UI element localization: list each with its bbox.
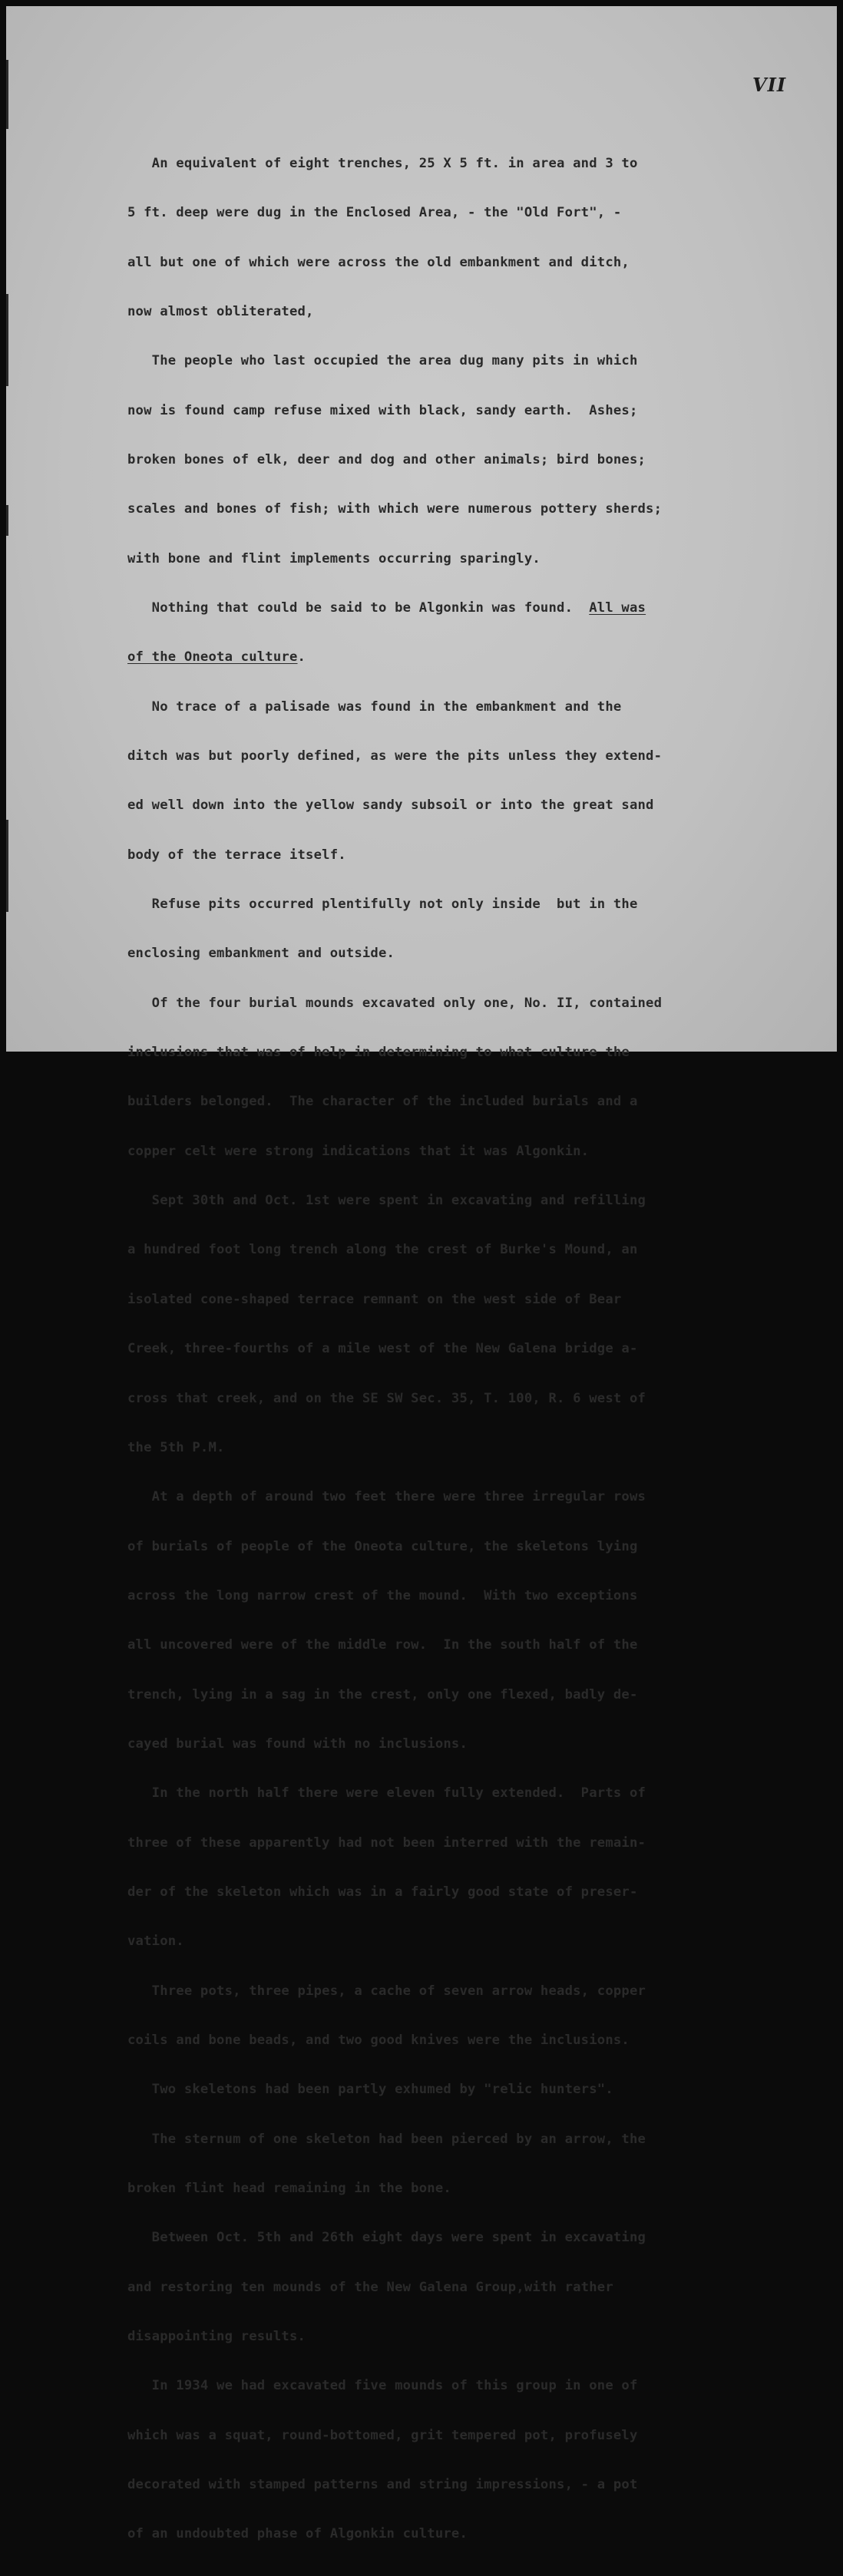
text-line: now is found camp refuse mixed with black, sandy earth. Ashes;	[127, 402, 638, 418]
text-line: broken flint head remaining in the bone.	[127, 2181, 451, 2196]
text-line: all but one of which were across the old embankment and ditch,	[127, 254, 630, 270]
text-line: Creek, three-fourths of a mile west of the New Galena bridge a-	[127, 1341, 638, 1357]
binding-edge-mark	[6, 820, 8, 912]
page-number: VII	[752, 74, 787, 96]
text-line: Of the four burial mounds excavated only one, No. II, contained	[127, 995, 663, 1011]
text-line: Sept 30th and Oct. 1st were spent in excavating and refilling	[127, 1193, 646, 1209]
text-line: body of the terrace itself.	[127, 847, 346, 863]
text-line: cross that creek, and on the SE SW Sec. 35, T. 100, R. 6 west of	[127, 1390, 646, 1406]
text-line: Three pots, three pipes, a cache of seven arrow heads, copper	[127, 1983, 646, 1999]
text-line: ed well down into the yellow sandy subsoil or into the great sand	[127, 798, 654, 814]
typed-body-text	[127, 123, 803, 2576]
text-line: In the north half there were eleven fully extended. Parts of	[127, 1785, 646, 1802]
typed-document-page	[6, 6, 837, 2542]
text-line: The people who last occupied the area dug many pits in which	[127, 353, 638, 369]
text-line: which was a squat, round-bottomed, grit tempered pot, profusely	[127, 2427, 638, 2443]
text-line: enclosing embankment and outside.	[127, 946, 395, 962]
text-line: a hundred foot long trench along the crest of Burke's Mound, an	[127, 1242, 638, 1258]
text-line: Between Oct. 5th and 26th eight days were spent in excavating	[127, 2230, 646, 2246]
text-line	[127, 600, 803, 616]
text-line: An equivalent of eight trenches, 25 X 5 ft. in area and 3 to	[127, 155, 638, 171]
text-line: Two skeletons had been partly exhumed by "relic hunters".	[127, 2082, 613, 2098]
text-line: inclusions that was of help in determining to what culture the	[127, 1045, 630, 1061]
text-line: across the long narrow crest of the mound. With two exceptions	[127, 1587, 638, 1603]
text-line: The sternum of one skeleton had been pierced by an arrow, the	[127, 2131, 646, 2147]
text-line: the 5th P.M.	[127, 1439, 225, 1455]
binding-edge-mark	[6, 60, 8, 129]
text-line: now almost obliterated,	[127, 303, 314, 319]
text-line: of the Oneota culture.	[127, 649, 306, 665]
text-segment: Nothing that could be said to be Algonkin was found.	[127, 600, 590, 616]
text-line: vation.	[127, 1934, 184, 1950]
underlined-phrase: of the Oneota culture	[127, 649, 298, 665]
text-line: all uncovered were of the middle row. In the south half of the	[127, 1637, 638, 1653]
text-line: No trace of a palisade was found in the embankment and the	[127, 698, 622, 715]
text-line: with bone and flint implements occurring sparingly.	[127, 550, 541, 566]
text-line: broken bones of elk, deer and dog and other animals; bird bones;	[127, 451, 646, 467]
text-line: and restoring ten mounds of the New Galena Group,with rather	[127, 2279, 613, 2295]
text-line: trench, lying in a sag in the crest, only one flexed, badly de-	[127, 1686, 638, 1702]
text-line: isolated cone-shaped terrace remnant on the west side of Bear	[127, 1291, 622, 1307]
binding-edge-mark	[6, 505, 8, 536]
text-line: cayed burial was found with no inclusions.	[127, 1735, 468, 1752]
text-line: three of these apparently had not been interred with the remain-	[127, 1835, 646, 1851]
text-line: At a depth of around two feet there were three irregular rows	[127, 1489, 646, 1505]
text-line: scales and bones of fish; with which were numerous pottery sherds;	[127, 501, 663, 517]
text-line: Refuse pits occurred plentifully not only inside but in the	[127, 897, 638, 913]
text-line: copper celt were strong indications that it was Algonkin.	[127, 1143, 590, 1159]
text-line: builders belonged. The character of the included burials and a	[127, 1094, 638, 1110]
text-line: coils and bone beads, and two good knives were the inclusions.	[127, 2032, 630, 2048]
text-line: of burials of people of the Oneota culture, the skeletons lying	[127, 1538, 638, 1554]
underlined-phrase: All was	[589, 600, 646, 616]
text-line: of an undoubted phase of Algonkin culture.	[127, 2526, 468, 2542]
binding-edge-mark	[6, 294, 8, 386]
text-line: decorated with stamped patterns and string impressions, - a pot	[127, 2477, 638, 2493]
text-line: disappointing results.	[127, 2329, 306, 2345]
text-line: der of the skeleton which was in a fairly good state of preser-	[127, 1884, 638, 1900]
text-line: In 1934 we had excavated five mounds of this group in one of	[127, 2378, 638, 2394]
text-line: 5 ft. deep were dug in the Enclosed Area, - the "Old Fort", -	[127, 205, 622, 221]
text-line: ditch was but poorly defined, as were the pits unless they extend-	[127, 748, 663, 765]
